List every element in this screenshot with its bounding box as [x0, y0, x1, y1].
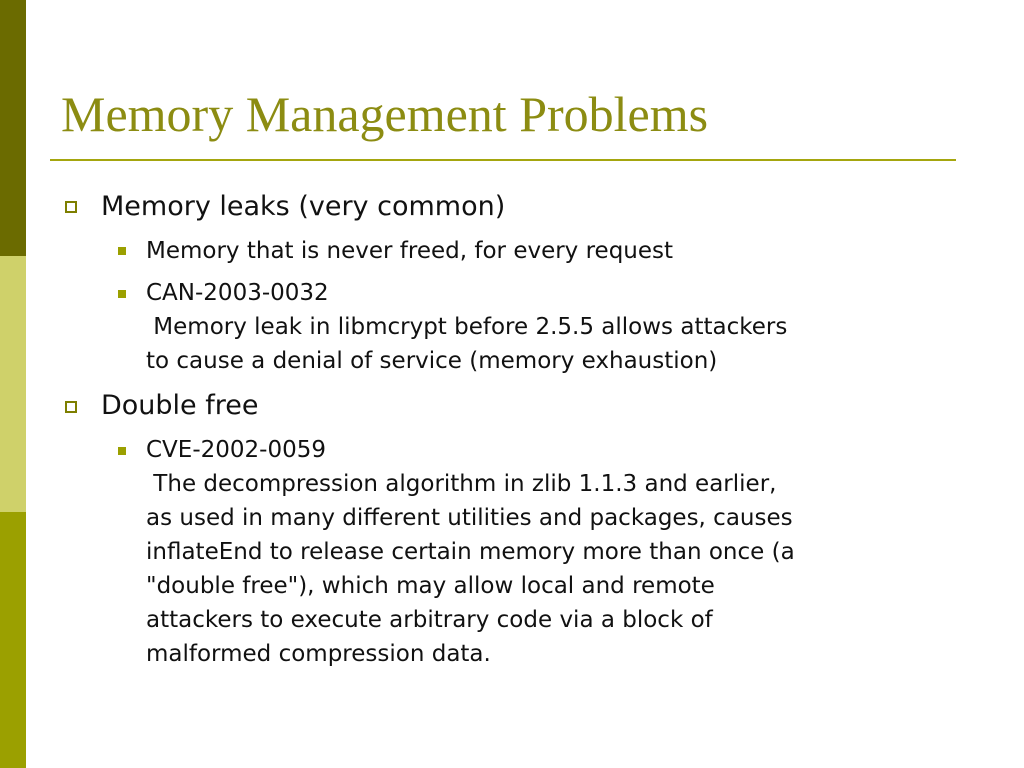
sub-bullet-line: as used in many different utilities and packages, causes	[146, 505, 793, 531]
sub-bullet-line: attackers to execute arbitrary code via a block of	[146, 607, 713, 633]
sub-bullet-never-freed	[146, 234, 966, 268]
sub-bullet-line: to cause a denial of service (memory exhaustion)	[146, 348, 718, 374]
sub-bullet-can-2003-0032	[146, 276, 966, 378]
hollow-square-bullet-icon	[65, 201, 77, 213]
sub-bullet-cve-2002-0059	[146, 433, 966, 671]
hollow-square-bullet-icon	[65, 401, 77, 413]
bullet-memory-leaks: Memory leaks (very common)	[101, 191, 506, 222]
sub-bullet-line: Memory that is never freed, for every request	[146, 238, 674, 264]
sub-bullet-line: The decompression algorithm in zlib 1.1.3 and earlier,	[146, 471, 777, 497]
sub-bullet-line: "double free"), which may allow local and remote	[146, 573, 715, 599]
sub-bullet-line: malformed compression data.	[146, 641, 491, 667]
sub-bullet-line: Memory leak in libmcrypt before 2.5.5 allows attackers	[146, 314, 788, 340]
sub-bullet-line: CAN-2003-0032	[146, 280, 329, 306]
filled-square-bullet-icon	[118, 290, 126, 298]
sub-bullet-line: inflateEnd to release certain memory more than once (a	[146, 539, 795, 565]
filled-square-bullet-icon	[118, 247, 126, 255]
filled-square-bullet-icon	[118, 447, 126, 455]
slide-title: Memory Management Problems	[61, 86, 709, 142]
bullet-double-free: Double free	[101, 390, 259, 421]
sub-bullet-line: CVE-2002-0059	[146, 437, 326, 463]
